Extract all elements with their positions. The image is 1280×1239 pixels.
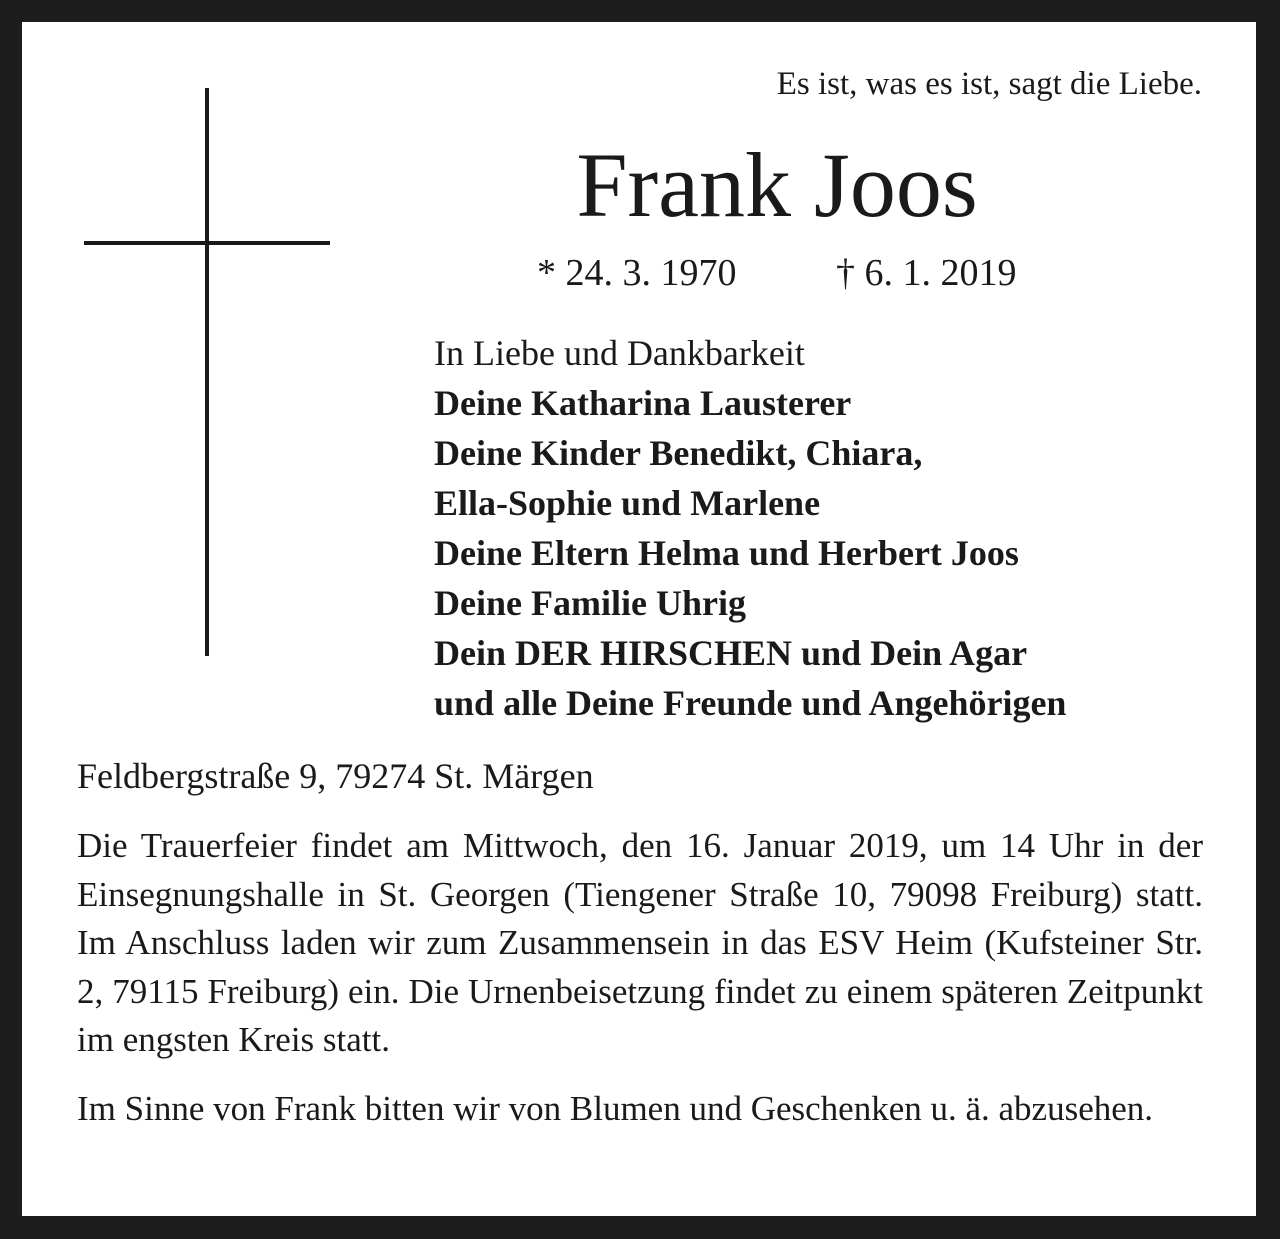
birth-date: * 24. 3. 1970 bbox=[537, 252, 737, 294]
cross-vertical-bar bbox=[205, 88, 209, 656]
cross-horizontal-bar bbox=[84, 241, 330, 245]
mourners-list bbox=[434, 328, 1066, 728]
funeral-info-paragraph: Die Trauerfeier findet am Mittwoch, den 16. Januar 2019, um 14 Uhr in der Einsegnungshalle in St. Georgen (Tiengener Straße 10, 79098 Freiburg) statt. Im Anschluss laden wir zum Zusammensein in das ESV Heim (Kufsteiner Str. 2, 79115 Freiburg) ein. Die Urnenbeisetzung findet zu einem späteren Zeitpunkt im engsten Kreis statt. bbox=[77, 826, 1203, 1059]
motto: Es ist, was es ist, sagt die Liebe. bbox=[776, 66, 1202, 102]
deceased-name: Frank Joos bbox=[576, 134, 978, 236]
mourners-intro: In Liebe und Dankbarkeit bbox=[434, 333, 805, 373]
mourner-line: Deine Katharina Lausterer bbox=[434, 383, 852, 423]
family-address: Feldbergstraße 9, 79274 St. Märgen bbox=[77, 756, 594, 796]
mourner-line: und alle Deine Freunde und Angehörigen bbox=[434, 683, 1067, 723]
mourner-line: Deine Kinder Benedikt, Chiara, bbox=[434, 433, 923, 473]
mourner-line: Ella-Sophie und Marlene bbox=[434, 483, 821, 523]
death-date: † 6. 1. 2019 bbox=[836, 252, 1017, 294]
cross-icon bbox=[84, 88, 330, 656]
mourner-line: Deine Eltern Helma und Herbert Joos bbox=[434, 533, 1019, 573]
mourner-line: Deine Familie Uhrig bbox=[434, 583, 746, 623]
obituary-notice bbox=[22, 22, 1256, 1216]
mourner-line: Dein DER HIRSCHEN und Dein Agar bbox=[434, 633, 1028, 673]
flowers-request-paragraph: Im Sinne von Frank bitten wir von Blumen und Geschenken u. ä. abzusehen. bbox=[77, 1089, 1154, 1128]
